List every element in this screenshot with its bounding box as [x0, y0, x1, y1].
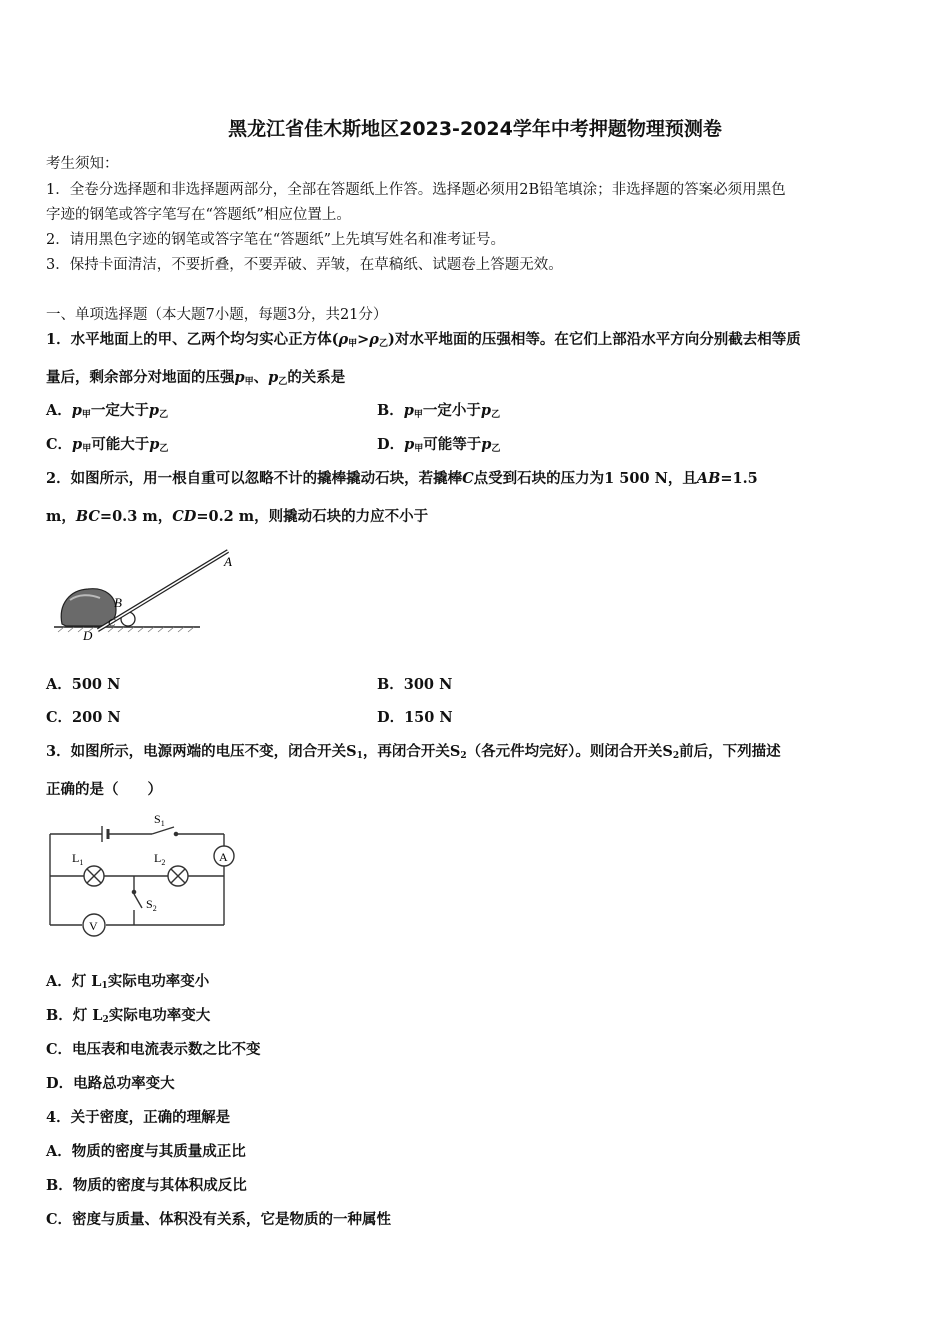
- ammeter-label: A: [219, 850, 228, 864]
- q4-stem: 4．关于密度，正确的理解是: [46, 1109, 231, 1126]
- q4-option-c[interactable]: C．密度与质量、体积没有关系，它是物质的一种属性: [46, 1211, 392, 1228]
- lamp-l2-label: $L_2$: [154, 851, 166, 867]
- q4-option-b[interactable]: B．物质的密度与其体积成反比: [46, 1177, 247, 1194]
- q3-option-d[interactable]: D．电路总功率变大: [46, 1075, 175, 1092]
- page-title: 黑龙江省佳木斯地区2023-2024学年中考押题物理预测卷: [228, 118, 722, 140]
- lamp-l1-label: $L_1$: [72, 851, 84, 867]
- point-c-label: C: [108, 617, 116, 629]
- notice-heading: 考生须知：: [46, 156, 119, 172]
- q1-stem-line1: 1．水平地面上的甲、乙两个均匀实心正方体(ρ甲>ρ乙)对水平地面的压强相等。在它们上部沿水平方向分别截去相等质: [46, 331, 801, 349]
- q1-option-b[interactable]: B．p甲一定小于p乙: [377, 402, 501, 420]
- q2-stem-line1: 2．如图所示，用一根自重可以忽略不计的撬棒撬动石块，若撬棒C点受到石块的压力为1 500 N，且AB=1.5: [46, 470, 758, 487]
- notice-item-3: 3．保持卡面清洁，不要折叠，不要弄破、弄皱，在草稿纸、试题卷上答题无效。: [46, 257, 563, 273]
- notice-item-2: 2．请用黑色字迹的钢笔或答字笔在“答题纸”上先填写姓名和准考证号。: [46, 232, 506, 248]
- section-heading: 一、单项选择题（本大题7小题，每题3分，共21分）: [46, 307, 388, 323]
- notice-item-1-cont: 字迹的钢笔或答字笔写在“答题纸”相应位置上。: [46, 207, 351, 223]
- q2-option-d[interactable]: D．150 N: [377, 709, 453, 726]
- q3-stem-line1: 3．如图所示，电源两端的电压不变，闭合开关S1，再闭合开关S2（各元件均完好）。则闭合开关S2前后，下列描述: [46, 743, 781, 761]
- q3-option-a[interactable]: A．灯 L1实际电功率变小: [46, 973, 210, 991]
- switch-s1-label: $S_1$: [154, 812, 165, 828]
- q4-option-a[interactable]: A．物质的密度与其质量成正比: [46, 1143, 246, 1160]
- q2-option-a[interactable]: A．500 N: [46, 676, 121, 693]
- point-b-label: B: [114, 595, 122, 610]
- q1-option-d[interactable]: D．p甲可能等于p乙: [377, 436, 501, 454]
- q1-stem-line2: 量后，剩余部分对地面的压强p甲、p乙的关系是: [46, 369, 346, 387]
- q3-option-b[interactable]: B．灯 L2实际电功率变大: [46, 1007, 211, 1025]
- point-a-label: A: [224, 554, 232, 569]
- voltmeter-label: V: [89, 919, 98, 933]
- q2-stem-line2: m，BC=0.3 m，CD=0.2 m，则撬动石块的力应不小于: [46, 508, 429, 525]
- circuit-diagram: [42, 810, 242, 945]
- q3-option-c[interactable]: C．电压表和电流表示数之比不变: [46, 1041, 261, 1058]
- q1-option-c[interactable]: C．p甲可能大于p乙: [46, 436, 169, 454]
- q2-option-c[interactable]: C．200 N: [46, 709, 121, 726]
- notice-item-1: 1．全卷分选择题和非选择题两部分，全部在答题纸上作答。选择题必须用2B铅笔填涂；非选择题的答案必须用黑色: [46, 182, 786, 198]
- q2-option-b[interactable]: B．300 N: [377, 676, 453, 693]
- switch-s2-label: $S_2$: [146, 897, 157, 913]
- q3-stem-line2: 正确的是（ ）: [46, 781, 162, 798]
- lever-diagram: [50, 544, 250, 644]
- point-d-label: D: [83, 628, 93, 643]
- q1-option-a[interactable]: A．p甲一定大于p乙: [46, 402, 169, 420]
